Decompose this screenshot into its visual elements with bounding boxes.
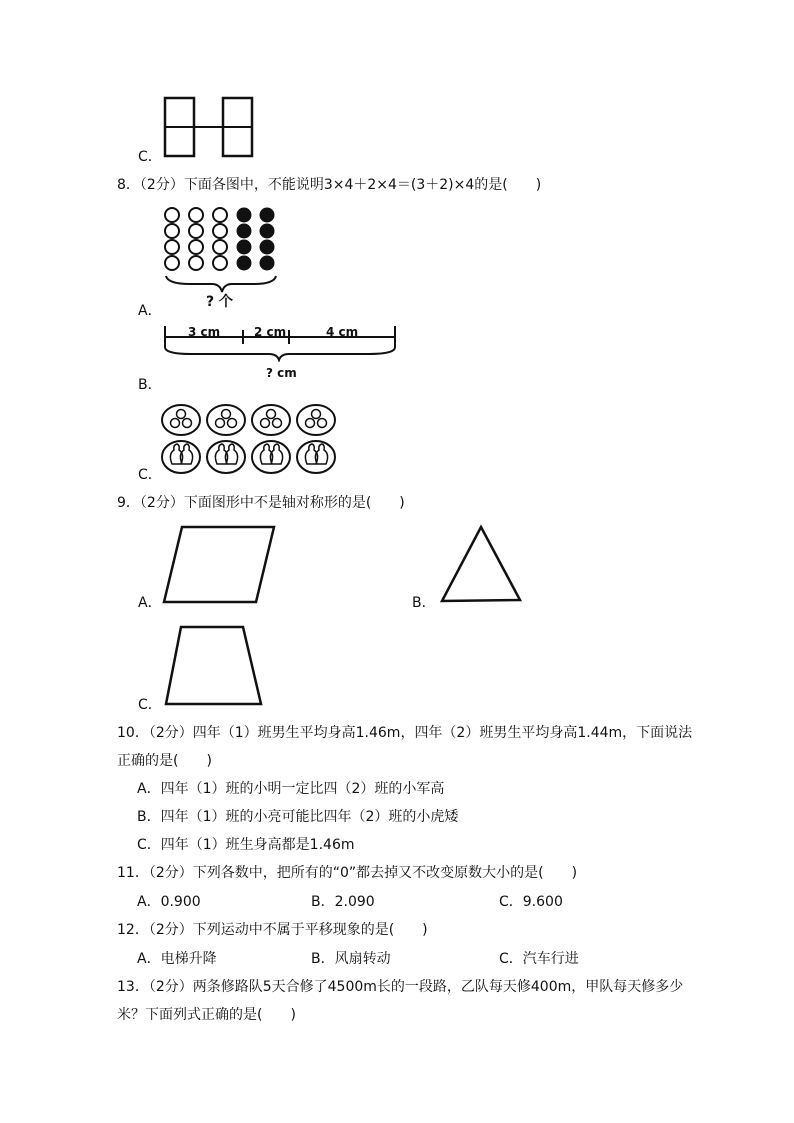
q9-option-c-label[interactable]: C． bbox=[138, 697, 162, 713]
q8-option-b-segment-1: 3 cm bbox=[188, 325, 221, 339]
q11-option-c[interactable]: C．9.600 bbox=[499, 894, 563, 910]
q8-option-c-label[interactable]: C． bbox=[138, 467, 162, 483]
q10-stem-line2: 正确的是( ) bbox=[117, 753, 212, 769]
q8-option-a-label[interactable]: A． bbox=[138, 303, 162, 319]
q13-stem-line1: 13．（2分）两条修路队5天合修了4500m长的一段路，乙队每天修400m，甲队每天修多少 bbox=[117, 979, 684, 995]
q7-option-c-figure bbox=[163, 96, 255, 158]
q12-stem: 12．（2分）下列运动中不属于平移现象的是( ) bbox=[117, 922, 428, 938]
q9-option-b-triangle bbox=[438, 524, 524, 604]
q8-stem: 8．（2分）下面各图中，不能说明3×4＋2×4＝(3＋2)×4的是( ) bbox=[117, 177, 542, 193]
q8-option-a-caption: ? 个 bbox=[206, 294, 233, 310]
q9-stem: 9．（2分）下面图形中不是轴对称形的是( ) bbox=[117, 495, 405, 511]
q12-option-b[interactable]: B．风扇转动 bbox=[311, 951, 391, 967]
q10-option-b[interactable]: B．四年（1）班的小亮可能比四年（2）班的小虎矮 bbox=[137, 809, 459, 825]
q12-option-c[interactable]: C．汽车行进 bbox=[499, 951, 579, 967]
q10-option-c[interactable]: C．四年（1）班生身高都是1.46m bbox=[137, 837, 355, 853]
q7-option-c-label[interactable]: C． bbox=[138, 149, 162, 165]
q10-option-a[interactable]: A．四年（1）班的小明一定比四（2）班的小军高 bbox=[137, 781, 445, 797]
q9-option-a-parallelogram bbox=[160, 524, 278, 606]
q8-option-b-label[interactable]: B． bbox=[138, 377, 162, 393]
q11-option-b[interactable]: B．2.090 bbox=[311, 894, 375, 910]
q8-option-c-fruit-groups-figure bbox=[160, 402, 342, 476]
q10-stem-line1: 10．（2分）四年（1）班男生平均身高1.46m，四年（2）班男生平均身高1.44m，下面说法 bbox=[117, 725, 693, 741]
q13-stem-line2: 米？下面列式正确的是( ) bbox=[117, 1007, 296, 1023]
q11-stem: 11．（2分）下列各数中，把所有的“0”都去掉又不改变原数大小的是( ) bbox=[117, 865, 578, 881]
q9-option-c-trapezoid bbox=[163, 624, 265, 708]
q8-option-b-segment-2: 2 cm bbox=[254, 325, 287, 339]
q12-option-a[interactable]: A．电梯升降 bbox=[137, 951, 217, 967]
q11-option-a[interactable]: A．0.900 bbox=[137, 894, 201, 910]
q8-option-b-caption: ? cm bbox=[266, 366, 297, 380]
q9-option-a-label[interactable]: A． bbox=[138, 595, 162, 611]
q9-option-b-label[interactable]: B． bbox=[412, 595, 436, 611]
q8-option-b-segment-3: 4 cm bbox=[326, 325, 359, 339]
